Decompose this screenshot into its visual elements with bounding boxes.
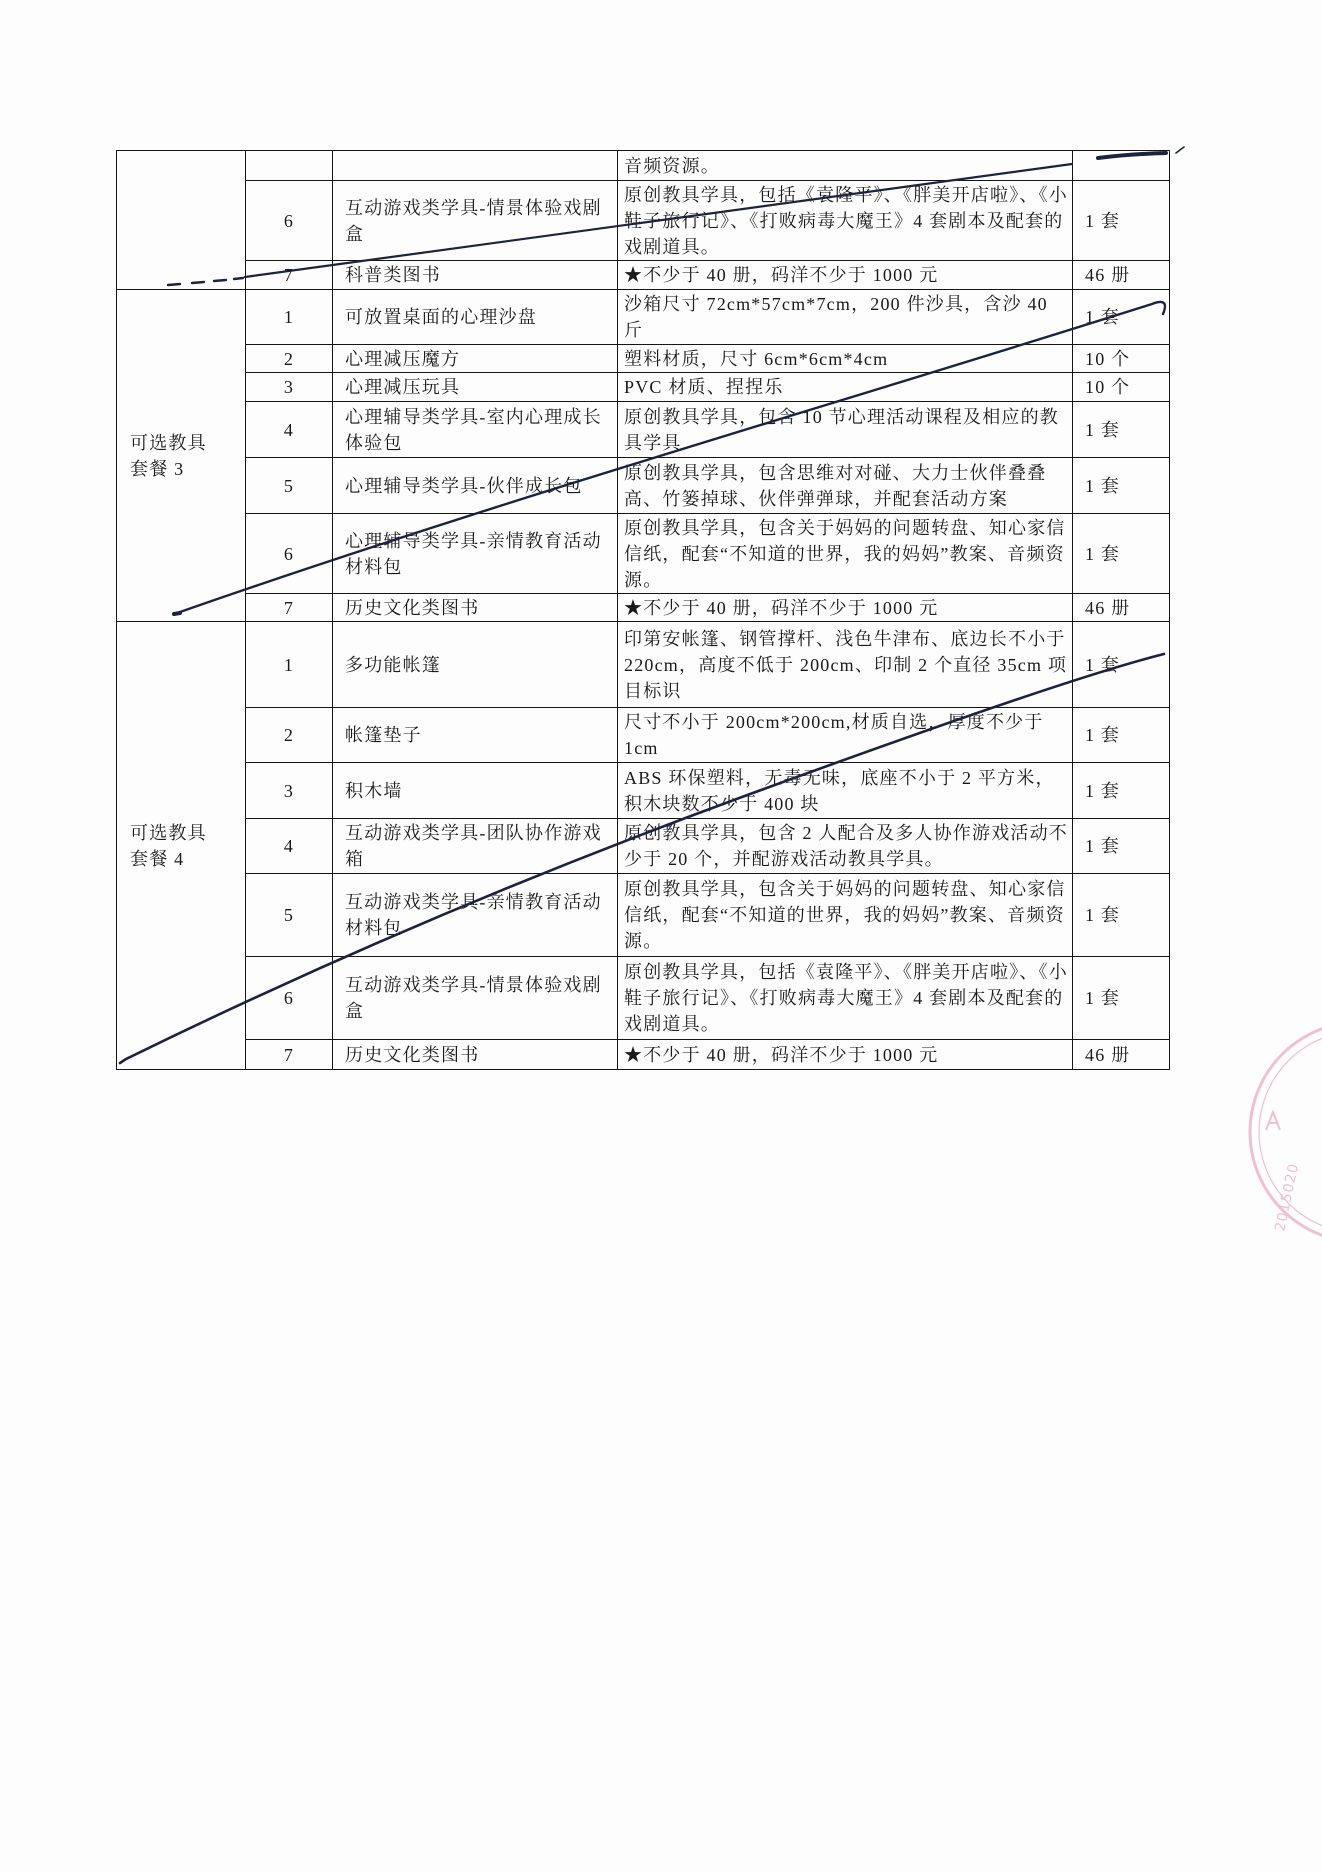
seal-number: 2015020 — [1272, 1161, 1303, 1233]
item-quantity-cell: 1 套 — [1073, 957, 1170, 1040]
item-name-cell: 心理辅导类学具-亲情教育活动材料包 — [333, 514, 618, 594]
item-name-cell: 科普类图书 — [333, 261, 618, 290]
item-number-cell: 6 — [246, 514, 333, 594]
item-spec-cell: 原创教具学具，包括《袁隆平》、《胖美开店啦》、《小鞋子旅行记》、《打败病毒大魔王》4 套剧本及配套的戏剧道具。 — [618, 957, 1073, 1040]
item-spec-cell: PVC 材质、捏捏乐 — [618, 373, 1073, 402]
item-spec-cell: ABS 环保塑料，无毒无味，底座不小于 2 平方米，积木块数不少于 400 块 — [618, 763, 1073, 819]
item-quantity-cell: 1 套 — [1073, 763, 1170, 819]
item-spec-cell: ★不少于 40 册，码洋不少于 1000 元 — [618, 594, 1073, 622]
table-row — [117, 290, 1170, 345]
table-row — [117, 957, 1170, 1040]
item-name-cell: 心理辅导类学具-室内心理成长体验包 — [333, 402, 618, 458]
table-row — [117, 345, 1170, 373]
table-row — [117, 622, 1170, 708]
seal-outer-ring — [1250, 1022, 1322, 1242]
item-quantity-cell: 1 套 — [1073, 458, 1170, 514]
item-spec-cell: 原创教具学具，包含 10 节心理活动课程及相应的教具学具 — [618, 402, 1073, 458]
item-quantity-cell: 46 册 — [1073, 261, 1170, 290]
item-quantity-cell: 1 套 — [1073, 874, 1170, 957]
item-spec-cell: 印第安帐篷、钢管撑杆、浅色牛津布、底边长不小于 220cm，高度不低于 200cm、印制 2 个直径 35cm 项目标识 — [618, 622, 1073, 708]
item-spec-cell: 沙箱尺寸 72cm*57cm*7cm，200 件沙具，含沙 40 斤 — [618, 290, 1073, 345]
item-name-cell: 互动游戏类学具-情景体验戏剧盒 — [333, 957, 618, 1040]
item-spec-cell: 原创教具学具，包含 2 人配合及多人协作游戏活动不少于 20 个，并配游戏活动教具学具。 — [618, 819, 1073, 874]
item-quantity-cell: 1 套 — [1073, 622, 1170, 708]
table-row — [117, 819, 1170, 874]
item-name-cell: 心理辅导类学具-伙伴成长包 — [333, 458, 618, 514]
item-name-cell: 互动游戏类学具-情景体验戏剧盒 — [333, 181, 618, 261]
item-number-cell: 4 — [246, 402, 333, 458]
seal-star-icon — [1266, 1112, 1280, 1130]
item-name-cell: 积木墙 — [333, 763, 618, 819]
table-row — [117, 261, 1170, 290]
item-spec-cell: 音频资源。 — [618, 151, 1073, 181]
item-quantity-cell: 10 个 — [1073, 373, 1170, 402]
item-quantity-cell: 1 套 — [1073, 181, 1170, 261]
item-name-cell: 互动游戏类学具-亲情教育活动材料包 — [333, 874, 618, 957]
table-row — [117, 458, 1170, 514]
item-number-cell: 7 — [246, 1040, 333, 1070]
item-quantity-cell: 1 套 — [1073, 819, 1170, 874]
item-spec-cell: 原创教具学具，包含思维对对碰、大力士伙伴叠叠高、竹篓掉球、伙伴弹弹球，并配套活动方案 — [618, 458, 1073, 514]
item-quantity-cell: 1 套 — [1073, 402, 1170, 458]
item-quantity-cell: 10 个 — [1073, 345, 1170, 373]
group-label-cell — [117, 151, 246, 290]
item-number-cell: 6 — [246, 957, 333, 1040]
item-number-cell — [246, 151, 333, 181]
pen-tick-mark — [1176, 147, 1184, 153]
item-number-cell: 3 — [246, 763, 333, 819]
item-number-cell: 2 — [246, 708, 333, 763]
seal-inner-ring — [1259, 1031, 1322, 1233]
item-name-cell: 历史文化类图书 — [333, 594, 618, 622]
item-spec-cell: ★不少于 40 册，码洋不少于 1000 元 — [618, 1040, 1073, 1070]
official-seal — [1250, 1022, 1322, 1242]
item-number-cell: 2 — [246, 345, 333, 373]
item-number-cell: 7 — [246, 594, 333, 622]
item-name-cell: 多功能帐篷 — [333, 622, 618, 708]
item-number-cell: 1 — [246, 622, 333, 708]
item-name-cell — [333, 151, 618, 181]
item-quantity-cell: 1 套 — [1073, 708, 1170, 763]
item-quantity-cell: 1 套 — [1073, 514, 1170, 594]
table-row — [117, 514, 1170, 594]
group-label-cell: 可选教具套餐 3 — [117, 290, 246, 622]
table-row — [117, 874, 1170, 957]
item-number-cell: 5 — [246, 874, 333, 957]
group-label-cell: 可选教具套餐 4 — [117, 622, 246, 1070]
item-number-cell: 6 — [246, 181, 333, 261]
table-row — [117, 708, 1170, 763]
item-number-cell: 4 — [246, 819, 333, 874]
item-quantity-cell: 46 册 — [1073, 1040, 1170, 1070]
item-name-cell: 可放置桌面的心理沙盘 — [333, 290, 618, 345]
equipment-spec-table — [116, 150, 1170, 1070]
item-name-cell: 心理减压玩具 — [333, 373, 618, 402]
item-number-cell: 5 — [246, 458, 333, 514]
table-row — [117, 594, 1170, 622]
table-row — [117, 151, 1170, 181]
item-name-cell: 心理减压魔方 — [333, 345, 618, 373]
item-spec-cell: ★不少于 40 册，码洋不少于 1000 元 — [618, 261, 1073, 290]
item-quantity-cell — [1073, 151, 1170, 181]
table-row — [117, 402, 1170, 458]
item-number-cell: 7 — [246, 261, 333, 290]
item-number-cell: 1 — [246, 290, 333, 345]
item-name-cell: 帐篷垫子 — [333, 708, 618, 763]
item-spec-cell: 尺寸不小于 200cm*200cm,材质自选，厚度不少于 1cm — [618, 708, 1073, 763]
item-number-cell: 3 — [246, 373, 333, 402]
item-quantity-cell: 46 册 — [1073, 594, 1170, 622]
item-spec-cell: 塑料材质，尺寸 6cm*6cm*4cm — [618, 345, 1073, 373]
item-spec-cell: 原创教具学具，包含关于妈妈的问题转盘、知心家信信纸，配套“不知道的世界，我的妈妈”教案、音频资源。 — [618, 514, 1073, 594]
table-row — [117, 763, 1170, 819]
item-quantity-cell: 1 套 — [1073, 290, 1170, 345]
item-spec-cell: 原创教具学具，包括《袁隆平》、《胖美开店啦》、《小鞋子旅行记》、《打败病毒大魔王》4 套剧本及配套的戏剧道具。 — [618, 181, 1073, 261]
item-spec-cell: 原创教具学具，包含关于妈妈的问题转盘、知心家信信纸，配套“不知道的世界，我的妈妈”教案、音频资源。 — [618, 874, 1073, 957]
item-name-cell: 历史文化类图书 — [333, 1040, 618, 1070]
table-row — [117, 373, 1170, 402]
table-row — [117, 181, 1170, 261]
item-name-cell: 互动游戏类学具-团队协作游戏箱 — [333, 819, 618, 874]
table-row — [117, 1040, 1170, 1070]
